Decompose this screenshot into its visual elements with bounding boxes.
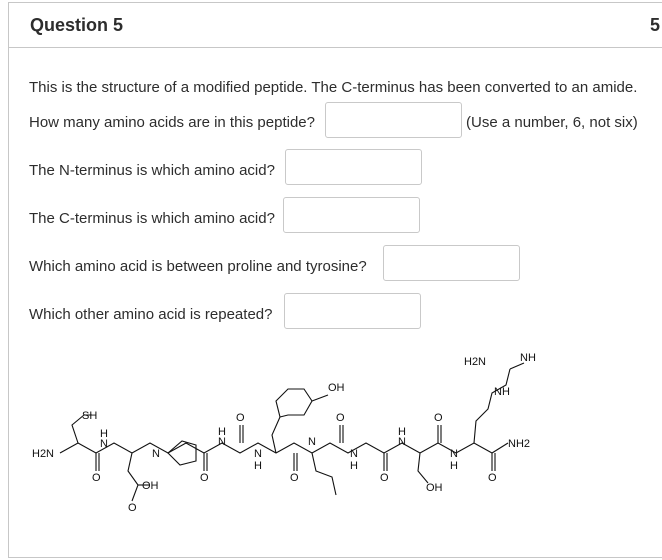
label-nh-arg-top: NH <box>520 352 536 364</box>
q5-label: Which other amino acid is repeated? <box>29 306 273 323</box>
label-n-1: N <box>100 438 108 450</box>
label-h2n-arg: H2N <box>464 356 487 368</box>
label-sh: SH <box>82 410 98 422</box>
label-o-2: O <box>200 472 209 484</box>
label-o-5: O <box>336 412 345 424</box>
label-oh-ser: OH <box>426 482 443 494</box>
points-label: 5 <box>649 15 660 35</box>
label-n-3: N <box>254 448 262 460</box>
label-o-7: O <box>434 412 443 424</box>
label-h-2: H <box>218 426 226 438</box>
label-o-3: O <box>236 412 245 424</box>
label-o-1: O <box>92 472 101 484</box>
q2-label: The N-terminus is which amino acid? <box>29 162 275 179</box>
label-o-6: O <box>380 472 389 484</box>
label-n-pro: N <box>152 448 160 460</box>
repeated-amino-acid-input[interactable] <box>284 293 421 329</box>
question-header <box>9 3 662 48</box>
label-o-asp: O <box>128 502 137 514</box>
q1-label: How many amino acids are in this peptide? <box>29 114 315 131</box>
amino-acid-count-input[interactable] <box>325 102 462 138</box>
label-h2n-left: H2N <box>32 448 55 460</box>
label-o-4: O <box>290 472 299 484</box>
label-n-7: N <box>450 448 458 460</box>
label-o-8: O <box>488 472 497 484</box>
label-nh2-amide: NH2 <box>508 438 531 450</box>
between-pro-tyr-input[interactable] <box>383 245 520 281</box>
q3-label: The C-terminus is which amino acid? <box>29 210 275 227</box>
label-h-1: H <box>100 428 108 440</box>
label-h-5: H <box>350 460 358 472</box>
label-n-5: N <box>350 448 358 460</box>
label-nh-arg: NH <box>494 386 510 398</box>
label-oh-asp: OH <box>142 480 159 492</box>
q4-label: Which amino acid is between proline and tyrosine? <box>29 258 367 275</box>
label-h-3: H <box>254 460 262 472</box>
label-h-7: H <box>450 460 458 472</box>
label-n-4: N <box>308 436 316 448</box>
intro-text: This is the structure of a modified peptide. The C-terminus has been converted to an amide. <box>29 79 638 96</box>
n-terminus-input[interactable] <box>285 149 422 185</box>
label-n-2: N <box>218 436 226 448</box>
label-oh-tyr: OH <box>328 382 345 394</box>
c-terminus-input[interactable] <box>283 197 420 233</box>
label-h-6: H <box>398 426 406 438</box>
q1-hint: (Use a number, 6, not six) <box>466 114 638 131</box>
question-title: Question 5 <box>30 15 124 35</box>
label-n-6: N <box>398 436 406 448</box>
peptide-structure-diagram <box>20 345 550 515</box>
